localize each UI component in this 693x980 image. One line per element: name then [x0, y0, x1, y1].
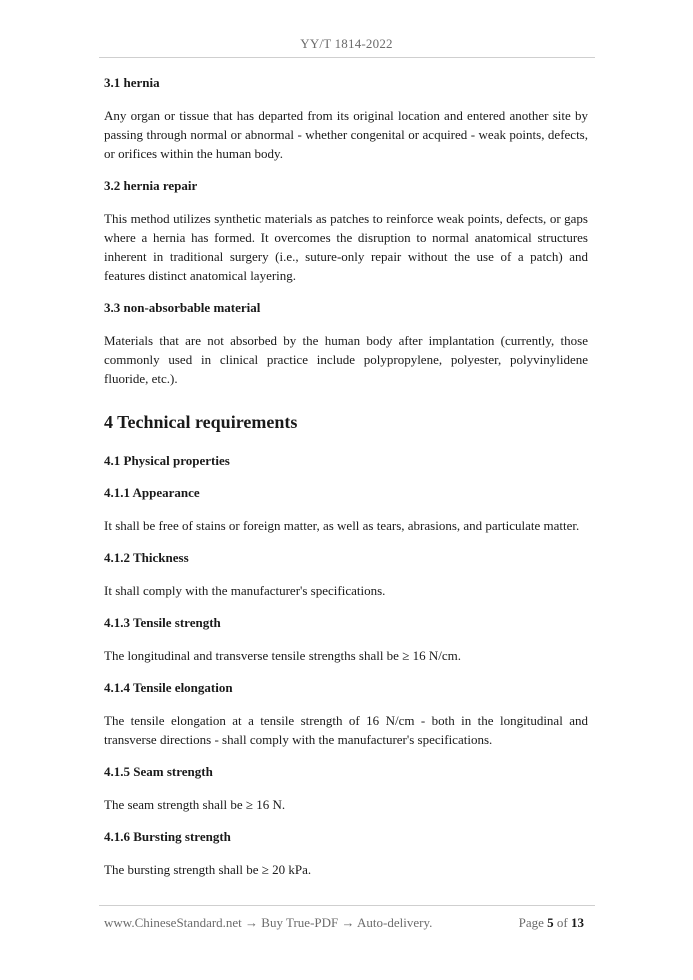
- page-number: 5: [547, 915, 554, 930]
- chapter-title-4: 4 Technical requirements: [104, 412, 298, 432]
- item-body-4-1-6: The bursting strength shall be ≥ 20 kPa.: [104, 862, 312, 877]
- of-label: of: [556, 915, 568, 930]
- page-total: 13: [571, 915, 584, 930]
- footer-divider: [99, 905, 595, 906]
- item-heading-4-1-1: 4.1.1 Appearance: [104, 485, 200, 500]
- item-body-4-1-4: The tensile elongation at a tensile strength of 16 N/cm - both in the longitudinal and transverse directions - shall comply with the manufacturer's specifications.: [104, 713, 588, 747]
- section-heading-3-3: 3.3 non-absorbable material: [104, 300, 261, 315]
- section-heading-3-2: 3.2 hernia repair: [104, 178, 198, 193]
- page-label: Page: [518, 915, 544, 930]
- document-body: [104, 74, 588, 893]
- header-divider: [99, 57, 595, 58]
- page-counter: [519, 915, 584, 931]
- item-body-4-1-5: The seam strength shall be ≥ 16 N.: [104, 797, 286, 812]
- item-heading-4-1-4: 4.1.4 Tensile elongation: [104, 680, 233, 695]
- section-body-3-3: Materials that are not absorbed by the human body after implantation (currently, those commonly used in clinical practice include polypropylene, polyester, polyvinylidene fluoride, etc.).: [104, 333, 588, 386]
- section-body-3-2: This method utilizes synthetic materials as patches to reinforce weak points, defects, or gaps where a hernia has formed. It overcomes the disruption to normal anatomical structures inherent in traditional surgery (i.e., suture-only repair without the use of a patch) and features distinct anatomical layering.: [104, 211, 588, 283]
- section-heading-3-1: 3.1 hernia: [104, 75, 160, 90]
- section-body-3-1: Any organ or tissue that has departed from its original location and entered another site by passing through normal or abnormal - whether congenital or acquired - weak points, defects, or orifices within the human body.: [104, 108, 588, 161]
- item-heading-4-1-3: 4.1.3 Tensile strength: [104, 615, 221, 630]
- item-heading-4-1-5: 4.1.5 Seam strength: [104, 764, 213, 779]
- item-heading-4-1-6: 4.1.6 Bursting strength: [104, 829, 231, 844]
- item-body-4-1-2: It shall comply with the manufacturer's specifications.: [104, 583, 386, 598]
- footer-site-link[interactable]: www.ChineseStandard.net → Buy True-PDF → Auto-delivery.: [104, 915, 433, 930]
- document-id-header: YY/T 1814-2022: [300, 36, 393, 51]
- item-body-4-1-3: The longitudinal and transverse tensile strengths shall be ≥ 16 N/cm.: [104, 648, 461, 663]
- subsection-heading-4-1: 4.1 Physical properties: [104, 453, 230, 468]
- item-heading-4-1-2: 4.1.2 Thickness: [104, 550, 189, 565]
- item-body-4-1-1: It shall be free of stains or foreign matter, as well as tears, abrasions, and particulate matter.: [104, 518, 580, 533]
